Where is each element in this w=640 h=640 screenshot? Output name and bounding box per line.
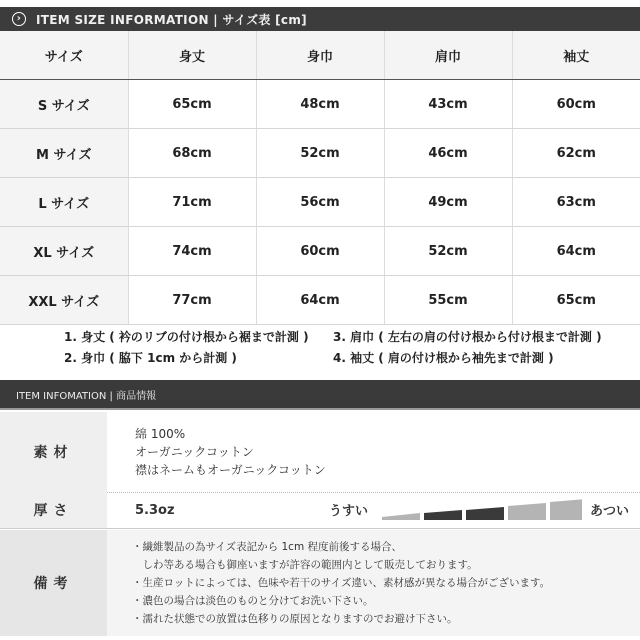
sleeve-cell: 60cm	[512, 80, 640, 129]
item-info-header	[0, 380, 640, 410]
thickness-scale	[382, 498, 582, 520]
size-label: L サイズ	[0, 178, 128, 227]
remarks-label: 備考	[0, 530, 107, 636]
column-header-shoulder: 肩巾	[384, 31, 512, 80]
thin-label: うすい	[329, 504, 369, 519]
shoulder-cell: 49cm	[384, 178, 512, 227]
length-cell: 77cm	[128, 276, 256, 325]
size-section-header	[0, 7, 640, 31]
remark-line: しわ等ある場合も御座いますが許容の範囲内として販売しております。	[132, 559, 478, 571]
table-row	[0, 178, 640, 227]
material-row	[0, 412, 640, 493]
thickness-value-area	[107, 492, 640, 528]
size-label: XL サイズ	[0, 227, 128, 276]
length-cell: 71cm	[128, 178, 256, 227]
size-table	[0, 31, 640, 325]
width-cell: 60cm	[256, 227, 384, 276]
thickness-value: 5.3oz	[135, 502, 175, 518]
width-cell: 52cm	[256, 129, 384, 178]
material-line: 綿 100%	[135, 427, 186, 441]
note-sleeve: 4. 袖丈 ( 肩の付け根から袖先まで計測 )	[333, 351, 554, 365]
sleeve-cell: 64cm	[512, 227, 640, 276]
table-row	[0, 80, 640, 129]
table-row	[0, 129, 640, 178]
thick-label: あつい	[590, 504, 630, 519]
length-cell: 65cm	[128, 80, 256, 129]
item-info-title: ITEM INFOMATION | 商品情報	[16, 390, 157, 402]
thickness-row	[0, 492, 640, 529]
remark-line: ・濡れた状態での放置は色移りの原因となりますのでお避け下さい。	[132, 613, 458, 625]
thickness-level-4	[508, 503, 546, 520]
size-table-header-row	[0, 31, 640, 80]
sleeve-cell: 62cm	[512, 129, 640, 178]
remarks-row	[0, 530, 640, 636]
note-length: 1. 身丈 ( 衿のリブの付け根から裾まで計測 )	[64, 330, 309, 344]
material-value	[107, 412, 640, 492]
length-cell: 68cm	[128, 129, 256, 178]
shoulder-cell: 43cm	[384, 80, 512, 129]
size-label: S サイズ	[0, 80, 128, 129]
size-label: XXL サイズ	[0, 276, 128, 325]
material-label: 素材	[0, 412, 107, 492]
shoulder-cell: 46cm	[384, 129, 512, 178]
thickness-level-2	[424, 510, 462, 520]
column-header-length: 身丈	[128, 31, 256, 80]
length-cell: 74cm	[128, 227, 256, 276]
thickness-level-1	[382, 513, 420, 520]
sleeve-cell: 65cm	[512, 276, 640, 325]
table-row	[0, 227, 640, 276]
note-shoulder: 3. 肩巾 ( 左右の肩の付け根から付け根まで計測 )	[333, 330, 602, 344]
width-cell: 64cm	[256, 276, 384, 325]
column-header-size: サイズ	[0, 31, 128, 80]
width-cell: 56cm	[256, 178, 384, 227]
size-section-title: ITEM SIZE INFORMATION | サイズ表 [cm]	[36, 12, 307, 27]
column-header-width: 身巾	[256, 31, 384, 80]
shoulder-cell: 52cm	[384, 227, 512, 276]
shoulder-cell: 55cm	[384, 276, 512, 325]
thickness-label: 厚さ	[0, 492, 107, 528]
remarks-value	[107, 530, 640, 636]
chevron-right-circle-icon: ›	[12, 12, 26, 26]
thickness-level-5	[550, 499, 582, 520]
remark-line: ・濃色の場合は淡色のものと分けてお洗い下さい。	[132, 595, 374, 607]
width-cell: 48cm	[256, 80, 384, 129]
sleeve-cell: 63cm	[512, 178, 640, 227]
note-width: 2. 身巾 ( 脇下 1cm から計測 )	[64, 351, 237, 365]
material-line: 襟はネームもオーガニックコットン	[135, 463, 326, 477]
size-label: M サイズ	[0, 129, 128, 178]
column-header-sleeve: 袖丈	[512, 31, 640, 80]
material-line: オーガニックコットン	[135, 445, 254, 459]
remark-line: ・生産ロットによっては、色味や若干のサイズ違い、素材感が異なる場合がございます。	[132, 577, 551, 589]
thickness-level-3	[466, 507, 504, 520]
table-row	[0, 276, 640, 325]
remark-line: ・繊維製品の為サイズ表記から 1cm 程度前後する場合、	[132, 541, 403, 553]
